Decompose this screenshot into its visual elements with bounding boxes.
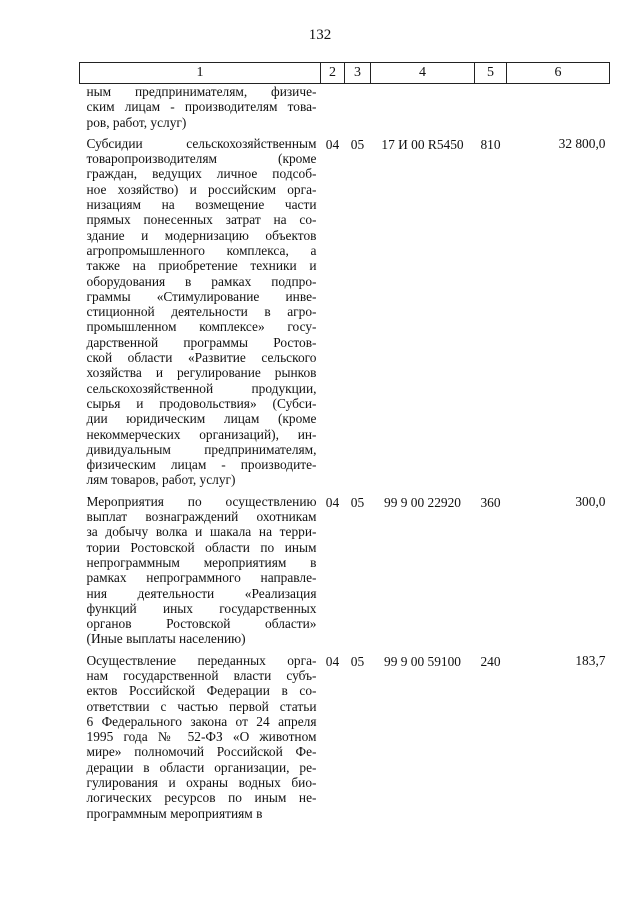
description-line: дивидуальным предпринимателям,	[86, 441, 317, 457]
description-line: некоммерческих организаций), ин-	[86, 426, 317, 442]
description-line: также на приобретение техники и	[86, 258, 317, 274]
description-line: хозяйства и регулирование рынков	[86, 365, 317, 381]
description-line: рамках непрограммного направле-	[86, 570, 317, 586]
description-line: ектов Российской Федерации в со-	[86, 683, 317, 699]
description-line: мире» полномочий Российской Фе-	[86, 744, 317, 760]
subsection-code	[345, 84, 371, 130]
description-line: сельскохозяйственной продукции,	[86, 380, 317, 396]
header-col-6: 6	[507, 63, 610, 84]
row-description	[80, 136, 321, 488]
page-number: 132	[308, 27, 332, 43]
target-article-code	[371, 84, 475, 130]
description-line: непрограммным мероприятиям в	[86, 554, 317, 570]
amount: 300,0	[575, 493, 606, 509]
section-code: 04	[325, 653, 340, 669]
description-line: прямых понесенных затрат на со-	[86, 212, 317, 228]
description-line: функций иных государственных	[86, 600, 317, 616]
description-line: ное хозяйство) и российским орга-	[86, 181, 317, 197]
header-col-1: 1	[80, 63, 321, 84]
target-article-code: 99 9 00 59100	[384, 653, 461, 669]
target-article-code: 99 9 00 22920	[384, 494, 461, 510]
description-line: ответствии с частью первой статьи	[86, 698, 317, 714]
description-line: товаропроизводителям (кроме	[86, 151, 317, 167]
description-line: стиционной деятельности в агро-	[86, 304, 317, 320]
description-line: ской области «Развитие сельского	[86, 350, 317, 366]
description-line: ным предпринимателям, физиче-	[86, 84, 317, 99]
expense-type-code: 810	[480, 136, 501, 152]
target-article-code: 17 И 00 R5450	[381, 136, 464, 152]
expense-type-code: 360	[480, 494, 501, 510]
budget-table	[79, 62, 610, 821]
description-line: граждан, ведущих личное подсоб-	[86, 166, 317, 182]
header-col-2: 2	[321, 63, 345, 84]
description-line: Осуществление переданных орга-	[86, 652, 317, 668]
description-line: 1995 года № 52-ФЗ «О животном	[86, 729, 317, 745]
header-col-5: 5	[475, 63, 507, 84]
table-row	[80, 136, 610, 488]
description-line: нам государственной власти субъ-	[86, 667, 317, 683]
row-description	[80, 84, 321, 130]
section-code: 04	[325, 136, 340, 152]
description-line: ским лицам - производителям това-	[86, 99, 317, 115]
table-row	[80, 653, 610, 821]
subsection-code: 05	[350, 653, 365, 669]
description-line: здание и модернизацию объектов	[86, 227, 317, 243]
description-line: граммы «Стимулирование инве-	[86, 288, 317, 304]
description-line: промышленном комплексе» госу-	[86, 319, 317, 335]
description-line: органов Ростовской области»	[86, 616, 317, 632]
header-col-3: 3	[345, 63, 371, 84]
amount	[507, 84, 610, 130]
description-line: сырья и продовольствия» (Субси-	[86, 395, 317, 411]
description-line: гулирования и охраны водных био-	[86, 775, 317, 791]
expense-type-code: 240	[480, 653, 501, 669]
expense-type-code	[475, 84, 507, 130]
description-line: выплат вознаграждений охотникам	[86, 509, 317, 525]
description-line: логических ресурсов по иным не-	[86, 790, 317, 806]
description-line: за добычу волка и шакала на терри-	[86, 524, 317, 540]
description-line: (Иные выплаты населению)	[86, 631, 246, 647]
description-line: физическим лицам - производите-	[86, 457, 317, 473]
description-line: тории Ростовской области по иным	[86, 539, 317, 555]
amount: 183,7	[575, 652, 606, 668]
amount: 32 800,0	[558, 135, 606, 151]
description-line: дерации в области организации, ре-	[86, 759, 317, 775]
description-line: ния деятельности «Реализация	[86, 585, 317, 601]
section-code	[321, 84, 345, 130]
description-line: 6 Федерального закона от 24 апреля	[86, 713, 317, 729]
section-code: 04	[325, 494, 340, 510]
description-line: дии юридическим лицам (кроме	[86, 411, 317, 427]
subsection-code: 05	[350, 136, 365, 152]
description-line: дарственной программы Ростов-	[86, 334, 317, 350]
description-line: программным мероприятиям в	[86, 805, 263, 821]
table-row	[80, 84, 610, 130]
table-body	[80, 84, 610, 821]
table-row	[80, 494, 610, 647]
description-line: агропромышленного комплекса, а	[86, 242, 317, 258]
table-header-row	[80, 63, 610, 84]
header-col-4: 4	[371, 63, 475, 84]
description-line: оборудования в рамках подпро-	[86, 273, 317, 289]
description-line: Мероприятия по осуществлению	[86, 493, 317, 509]
description-line: Субсидии сельскохозяйственным	[86, 135, 317, 151]
description-line: низациям на возмещение части	[86, 197, 317, 213]
description-line: лям товаров, работ, услуг)	[86, 472, 236, 488]
description-line: ров, работ, услуг)	[86, 114, 187, 130]
subsection-code: 05	[350, 494, 365, 510]
row-description	[80, 653, 321, 821]
row-description	[80, 494, 321, 647]
